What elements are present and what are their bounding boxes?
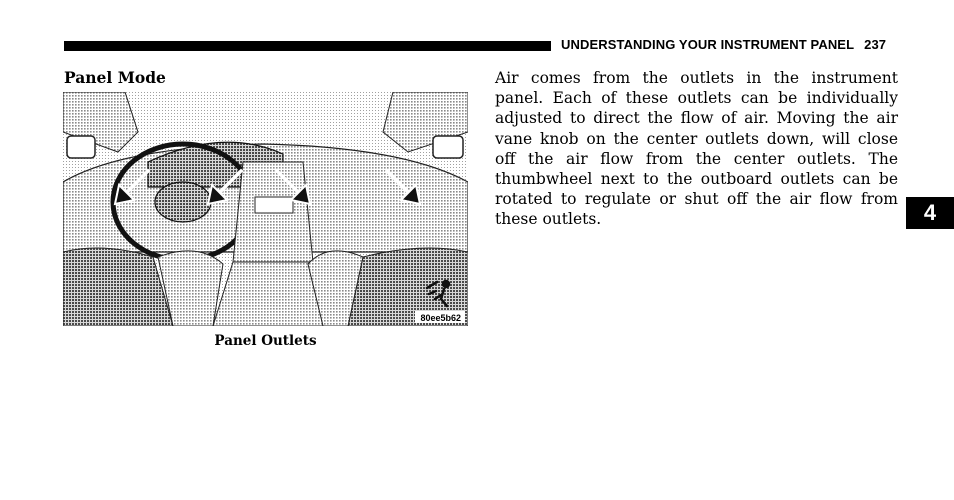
header-rule (64, 41, 551, 51)
running-header (561, 37, 886, 52)
panel-outlets-illustration (63, 92, 468, 326)
figure-caption: Panel Outlets (214, 333, 317, 349)
body-paragraph: Air comes from the outlets in the instrument panel. Each of these outlets can be individually adjusted to direct the flow of air. Moving the air vane knob on the center outlets down, will close off the air flow from the center outlets. The thumbwheel next to the outboard outlets can be rotated to regulate or shut off the air flow from these outlets. (495, 69, 898, 229)
header-title: UNDERSTANDING YOUR INSTRUMENT PANEL (561, 37, 855, 52)
page-number: 237 (864, 37, 887, 52)
section-title: Panel Mode (64, 68, 166, 87)
chapter-tab: 4 (906, 197, 954, 229)
figure-code: 80ee5b62 (420, 313, 461, 323)
